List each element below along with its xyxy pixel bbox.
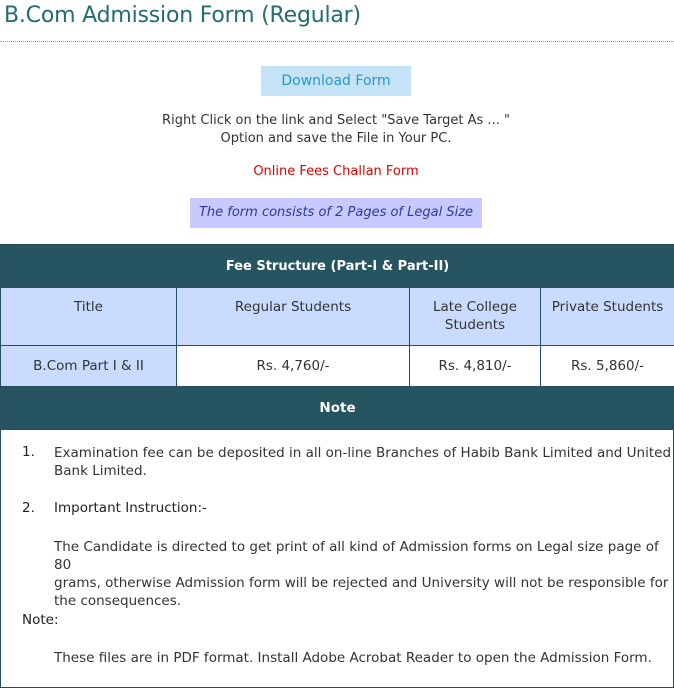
note-item-2-number: 2. <box>22 500 35 516</box>
note-heading: Note <box>1 387 674 430</box>
title-divider <box>0 41 674 42</box>
legal-size-note: The form consists of 2 Pages of Legal Size <box>190 198 482 228</box>
notes-panel <box>0 423 674 688</box>
note-label: Note: <box>22 612 59 628</box>
column-header-regular: Regular Students <box>177 288 410 346</box>
download-instructions <box>130 112 542 148</box>
fee-structure-caption: Fee Structure (Part-I & Part-II) <box>1 245 674 288</box>
instruction-line-2: Option and save the File in Your PC. <box>220 131 452 146</box>
note-item-2-title: Important Instruction:- <box>54 500 207 516</box>
table-row <box>1 346 674 387</box>
fees-challan-link[interactable]: Online Fees Challan Form <box>253 164 419 179</box>
fee-structure-table <box>0 244 674 430</box>
instruction-line-1: Right Click on the link and Select "Save Target As ... " <box>162 113 510 128</box>
page-title: B.Com Admission Form (Regular) <box>4 3 361 28</box>
column-header-private: Private Students <box>541 288 674 346</box>
note-item-1-line-2: Bank Limited. <box>54 463 147 479</box>
note-item-2-line-1: The Candidate is directed to get print of all kind of Admission forms on Legal size page of 80 <box>54 539 659 573</box>
note-item-1-line-1: Examination fee can be deposited in all on-line Branches of Habib Bank Limited and United <box>54 445 672 461</box>
regular-fee-cell: Rs. 4,760/- <box>177 346 410 387</box>
note-item-2-line-3: the consequences. <box>54 593 182 609</box>
note-item-2-text <box>54 538 673 610</box>
download-form-button[interactable]: Download Form <box>261 66 411 96</box>
note-pdf-info: These files are in PDF format. Install Adobe Acrobat Reader to open the Admission Form. <box>54 650 652 666</box>
note-item-1-text <box>54 444 671 480</box>
note-item-2-line-2: grams, otherwise Admission form will be rejected and University will not be responsible for <box>54 575 669 591</box>
private-fee-cell: Rs. 5,860/- <box>541 346 674 387</box>
column-header-title: Title <box>1 288 177 346</box>
note-item-1-number: 1. <box>22 444 35 460</box>
row-title-cell: B.Com Part I & II <box>1 346 177 387</box>
column-header-late-college: Late College Students <box>410 288 541 346</box>
late-college-fee-cell: Rs. 4,810/- <box>410 346 541 387</box>
